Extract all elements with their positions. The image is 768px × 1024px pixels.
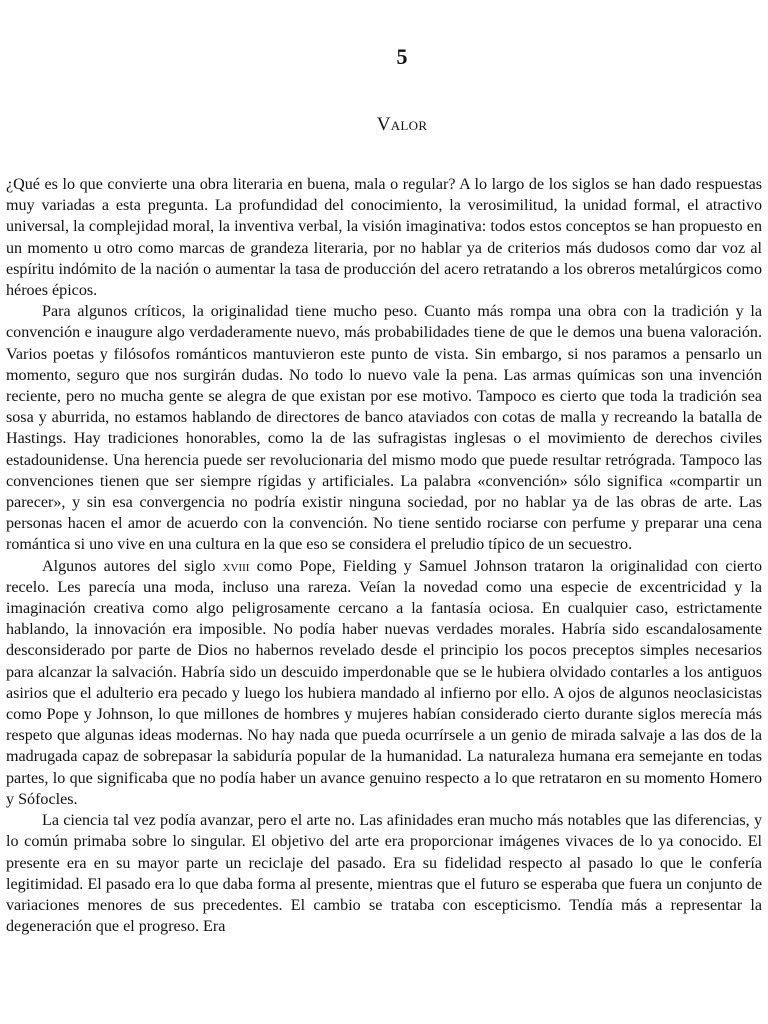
paragraph-3-rest: como Pope, Fielding y Samuel Johnson trataron la originalidad con cierto recelo. Les parecía una moda, incluso una rareza. Veían la novedad como una especie de excentricidad y la imaginación creativa como algo peligrosamente cercano a la fantasía ociosa. En cualquier caso, estrictamente hablando, la innovación era imposible. No podía haber nuevas verdades morales. Habría sido escandalosamente desconsiderado por parte de Dios no habernos revelado desde el principio los pocos preceptos simples necesarios para alcanzar la salvación. Habría sido un descuido imperdonable que se le hubiera olvidado contarles a los antiguos asirios que el adulterio era pecado y luego los hubiera mandado al infierno por ello. A ojos de algunos neoclasicistas como Pope y Johnson, lo que millones de hombres y mujeres habían considerado cierto durante siglos merecía más respeto que algunas ideas modernas. No hay nada que pueda ocurrírsele a un genio de mirada salvaje a las dos de la madrugada capaz de sobrepasar la sabiduría popular de la humanidad. La naturaleza humana era semejante en todas partes, lo que significaba que no podía haber un avance genuino respecto a lo que retrataron en su momento Homero y Sófocles. xyxy=(6,557,762,808)
paragraph-1: ¿Qué es lo que convierte una obra literaria en buena, mala o regular? A lo largo de los siglos se han dado respuestas muy variadas a esta pregunta. La profundidad del conocimiento, la verosimilitud, la unidad formal, el atractivo universal, la complejidad moral, la inventiva verbal, la visión imaginativa: todos estos conceptos se han propuesto en un momento u otro como marcas de grandeza literaria, por no hablar ya de criterios más dudosos como dar voz al espíritu indómito de la nación o aumentar la tasa de producción del acero retratando a los obreros metalúrgicos como héroes épicos. xyxy=(6,176,762,300)
paragraph-3 xyxy=(6,556,762,810)
paragraph-4: La ciencia tal vez podía avanzar, pero el arte no. Las afinidades eran mucho más notables que las diferencias, y lo común primaba sobre lo singular. El objetivo del arte era proporcionar imágenes vivaces de lo ya conocido. El presente era en su mayor parte un reciclaje del pasado. Era su fidelidad respecto al pasado lo que le confería legitimidad. El pasado era lo que daba forma al presente, mientras que el futuro se esperaba que fuera un conjunto de variaciones menores de sus precedentes. El cambio se trataba con escepticismo. Tendía más a representar la degeneración que el progreso. Era xyxy=(6,812,762,936)
book-page xyxy=(6,0,762,1024)
paragraph-3-start: Algunos autores del siglo xyxy=(42,557,223,575)
century-numeral: xviii xyxy=(222,557,250,575)
chapter-number: 5 xyxy=(396,44,408,69)
chapter-title: Valor xyxy=(376,114,428,135)
chapter-body xyxy=(6,174,762,937)
paragraph-2: Para algunos críticos, la originalidad tiene mucho peso. Cuanto más rompa una obra con la tradición y la convención e inaugure algo verdaderamente nuevo, más probabilidades tiene de que le demos una buena valoración. Varios poetas y filósofos románticos mantuvieron este punto de vista. Sin embargo, si nos paramos a pensarlo un momento, seguro que nos surgirán dudas. No todo lo nuevo vale la pena. Las armas químicas son una invención reciente, pero no mucha gente se alegra de que existan por ese motivo. Tampoco es cierto que toda la tradición sea sosa y aburrida, no estamos hablando de directores de banco ataviados con cotas de malla y recreando la batalla de Hastings. Hay tradiciones honorables, como la de las sufragistas inglesas o el movimiento de derechos civiles estadounidense. Una herencia puede ser revolucionaria del mismo modo que puede resultar retrógrada. Tampoco las convenciones tienen que ser siempre rígidas y artificiales. La palabra «convención» sólo significa «compartir un parecer», y sin esa convergencia no podría existir ninguna sociedad, por no hablar ya de las obras de arte. Las personas hacen el amor de acuerdo con la convención. No tiene sentido rociarse con perfume y preparar una cena romántica si uno vive en una cultura en la que eso se considera el preludio típico de un secuestro. xyxy=(6,303,762,554)
